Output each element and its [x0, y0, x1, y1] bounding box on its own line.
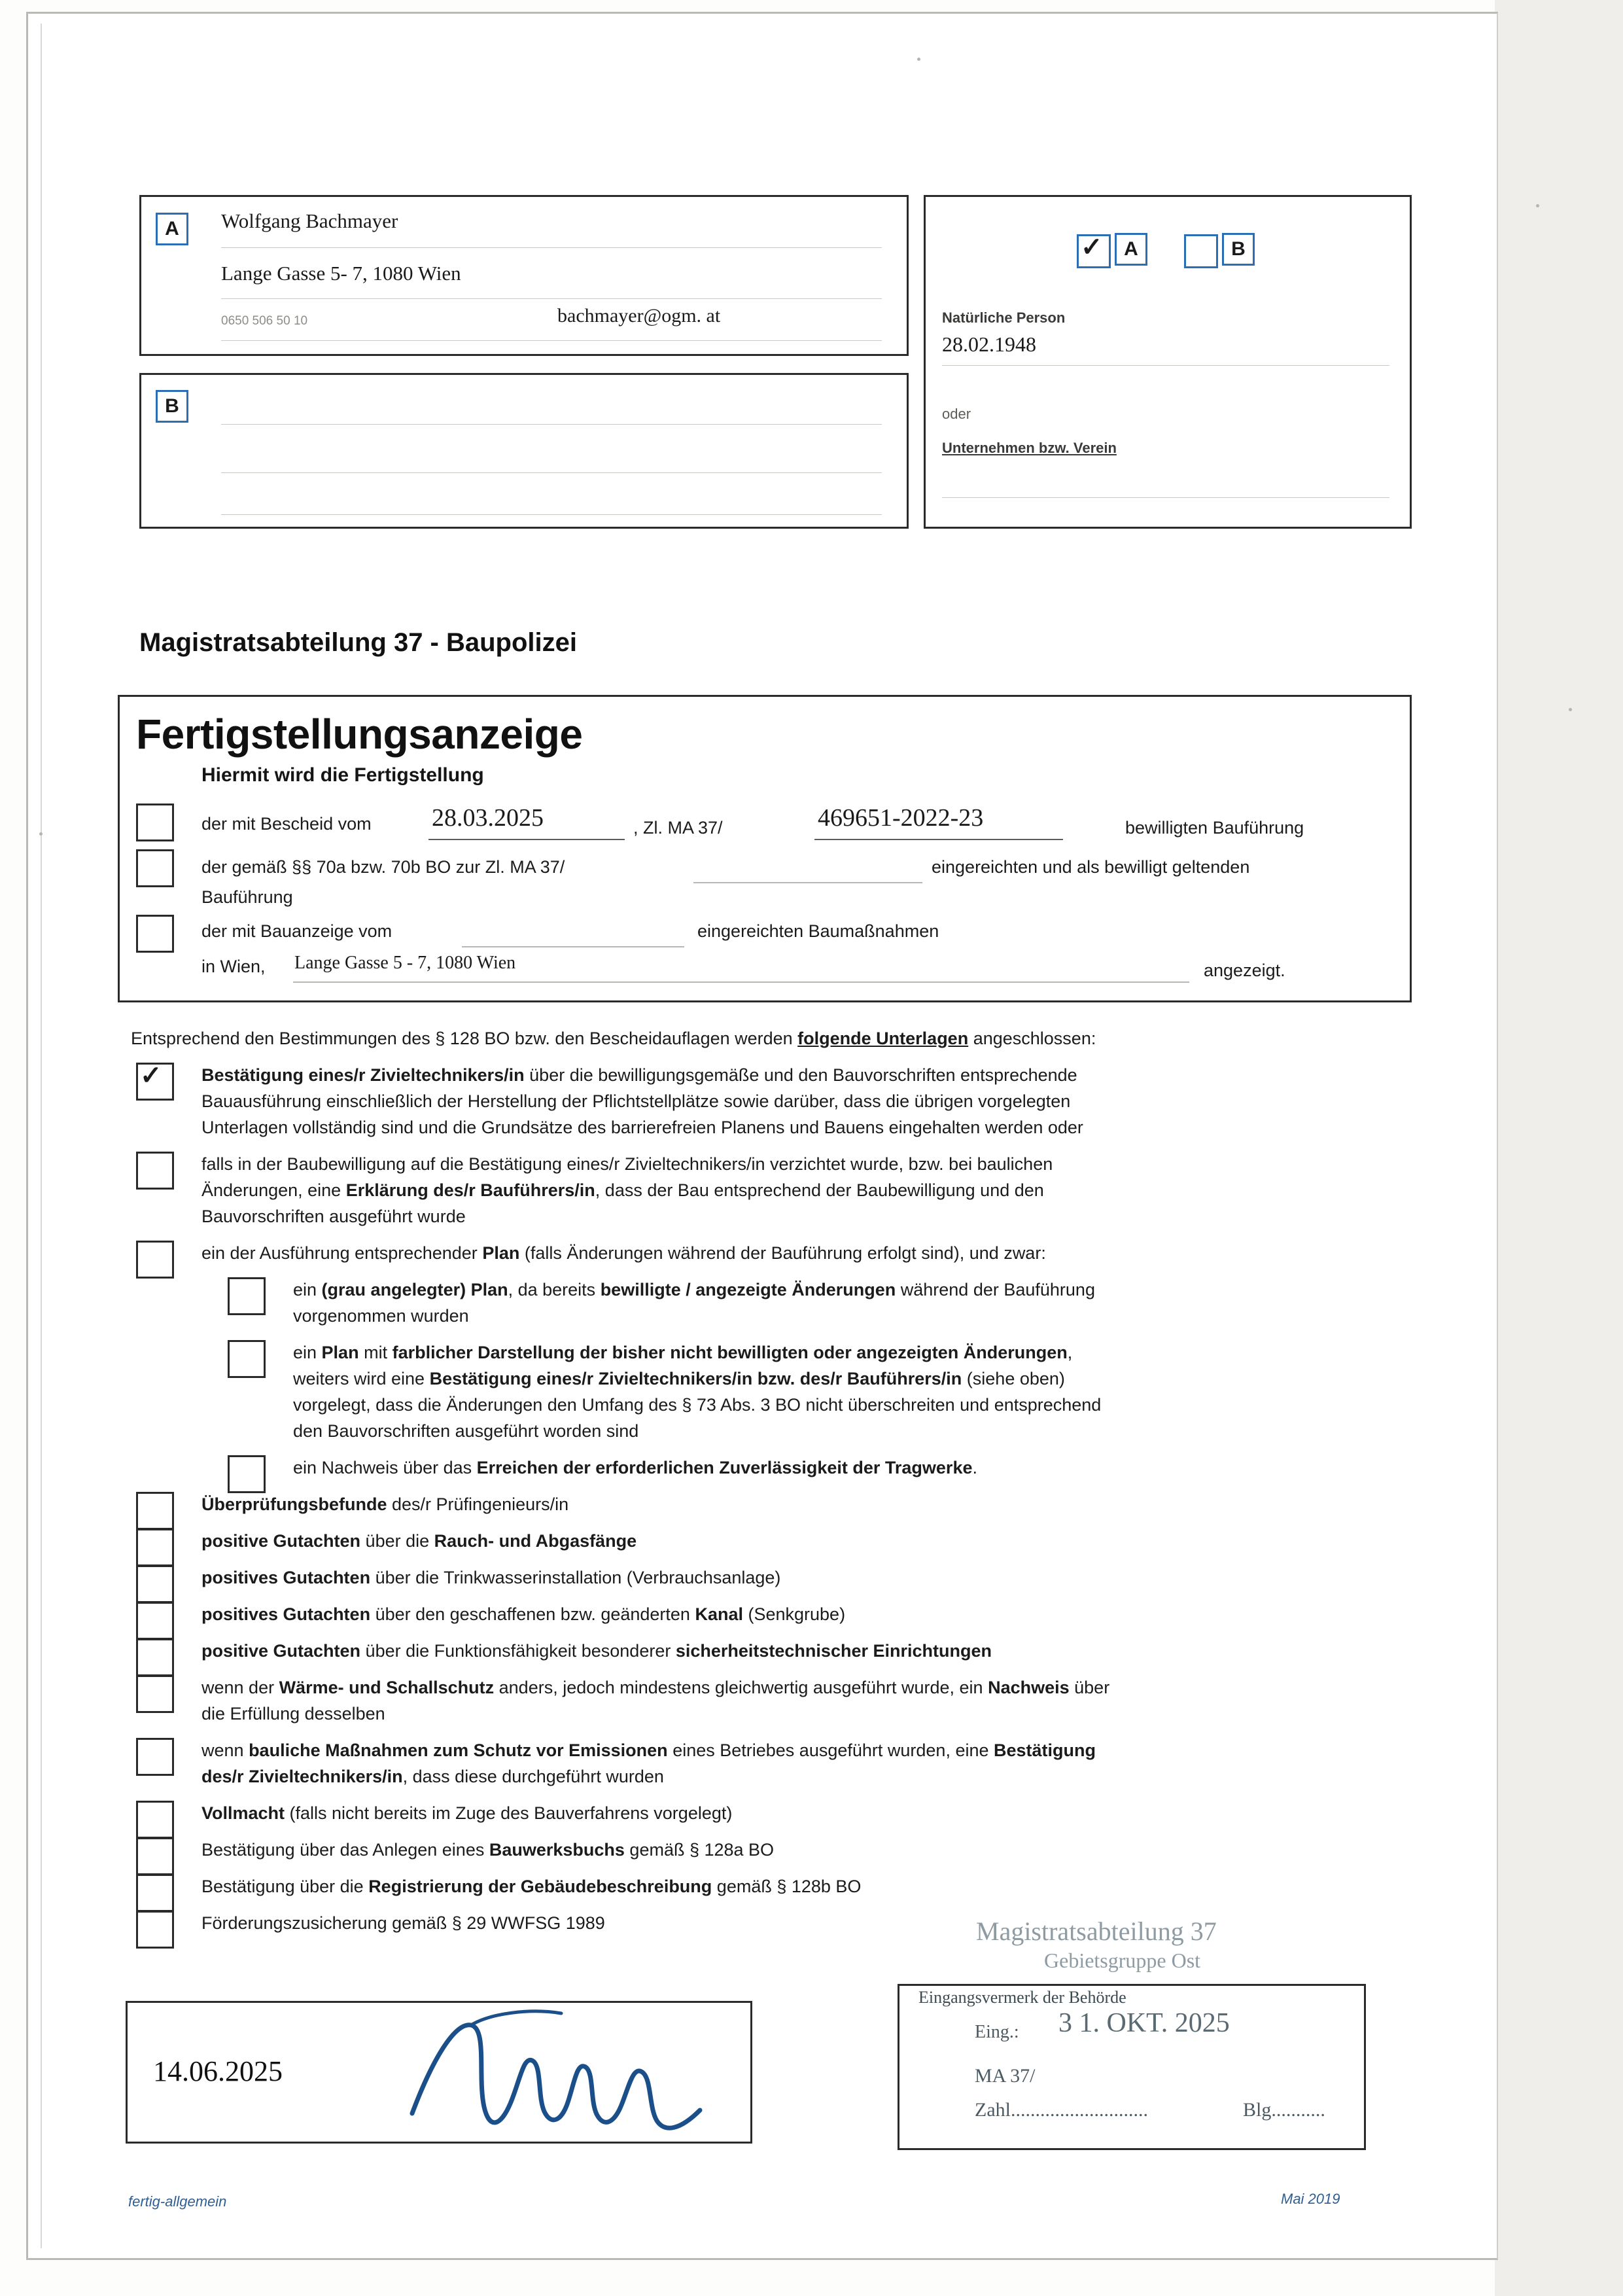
attachment-checkbox-7[interactable]: [136, 1528, 174, 1566]
attachment-text-15-0: Bestätigung über die Registrierung der Gebäudebeschreibung gemäß § 128b BO: [201, 1877, 862, 1896]
office-stamp-line1: Magistratsabteilung 37: [976, 1916, 1217, 1946]
receipt-eing-label: Eing.:: [975, 2022, 1019, 2042]
attachment-text-13-0: Vollmacht (falls nicht bereits im Zuge des Bauverfahrens vorgelegt): [201, 1803, 733, 1823]
receipt-zahl-label: [975, 2099, 1148, 2121]
attachment-text-6-0: Überprüfungsbefunde des/r Prüfingenieurs/in: [201, 1494, 569, 1514]
attachment-text-4-0: ein Plan mit farblicher Darstellung der bisher nicht bewilligten oder angezeigten Änderungen,: [293, 1343, 1073, 1362]
attachment-text-9-0: positives Gutachten über den geschaffenen bzw. geänderten Kanal (Senkgrube): [201, 1604, 846, 1624]
receipt-blg-dots: ..........: [1276, 2099, 1325, 2121]
completion-row2-suffix: eingereichten und als bewilligt geltenden: [932, 857, 1250, 877]
location-label: in Wien,: [201, 957, 266, 976]
attachment-text-1-2: Bauvorschriften ausgeführt wurde: [201, 1207, 466, 1226]
attachment-text-0-1: Bauausführung einschließlich der Herstellung der Pflichtstellplätze sowie darüber, dass die übrigen vorgelegten: [201, 1091, 1071, 1111]
applicant-address: Lange Gasse 5- 7, 1080 Wien: [221, 262, 461, 285]
attachment-text-11-1: die Erfüllung desselben: [201, 1704, 385, 1723]
attachment-text-4-1: weiters wird eine Bestätigung eines/r Zivieltechnikers/in bzw. des/r Bauführers/in (siehe oben): [293, 1369, 1065, 1388]
person-type-checkbox-b[interactable]: [1184, 234, 1218, 268]
receipt-zahl-dots: ............................: [1010, 2099, 1148, 2121]
attachment-text-8-0: positives Gutachten über die Trinkwasserinstallation (Verbrauchsanlage): [201, 1568, 781, 1587]
attachment-check-mark-0: ✓: [140, 1061, 162, 1090]
attachment-text-2-0: ein der Ausführung entsprechender Plan (falls Änderungen während der Bauführung erfolgt sind), und zwar:: [201, 1243, 1046, 1263]
completion-row1-checkbox[interactable]: [136, 804, 174, 841]
attachment-text-3-1: vorgenommen wurden: [293, 1306, 469, 1326]
company-label: Unternehmen bzw. Verein: [942, 440, 1117, 456]
receipt-title: Eingangsvermerk der Behörde: [918, 1988, 1126, 2007]
attachments-intro-post: angeschlossen:: [968, 1029, 1096, 1048]
applicant-email: bachmayer@ogm. at: [557, 305, 721, 327]
footer-left: fertig-allgemein: [128, 2193, 227, 2210]
completion-row2-checkbox[interactable]: [136, 849, 174, 887]
applicant-letter-b: B: [156, 390, 188, 423]
attachment-checkbox-1[interactable]: [136, 1152, 174, 1190]
attachments-intro: [131, 1029, 1096, 1049]
receipt-eing-date: 3 1. OKT. 2025: [1058, 2008, 1230, 2038]
attachment-checkbox-15[interactable]: [136, 1874, 174, 1912]
attachment-text-0-2: Unterlagen vollständig sind und die Grundsätze des barrierefreien Planens und Bauens eingehalten werden oder: [201, 1118, 1083, 1137]
attachment-checkbox-9[interactable]: [136, 1602, 174, 1640]
attachment-checkbox-2[interactable]: [136, 1241, 174, 1279]
birthdate-value: 28.02.1948: [942, 332, 1036, 356]
attachment-checkbox-14[interactable]: [136, 1837, 174, 1875]
scan-margin: [1495, 0, 1623, 2296]
attachment-text-4-3: den Bauvorschriften ausgeführt worden sind: [293, 1421, 639, 1441]
office-stamp-line2: Gebietsgruppe Ost: [1044, 1949, 1201, 1972]
completion-row1-suffix: bewilligten Bauführung: [1125, 818, 1304, 838]
completion-row1-mid: , Zl. MA 37/: [633, 818, 723, 838]
completion-row3-checkbox[interactable]: [136, 915, 174, 953]
attachments-intro-underlined: folgende Unterlagen: [797, 1029, 969, 1048]
signature-date: 14.06.2025: [153, 2055, 283, 2087]
attachment-checkbox-8[interactable]: [136, 1565, 174, 1603]
applicant-name: Wolfgang Bachmayer: [221, 209, 398, 232]
person-type-letter-b: B: [1222, 233, 1255, 266]
attachment-text-12-1: des/r Zivieltechnikers/in, dass diese durchgeführt wurden: [201, 1767, 664, 1786]
footer-right: Mai 2019: [1281, 2191, 1340, 2207]
completion-row3-prefix: der mit Bauanzeige vom: [201, 921, 393, 941]
authority-heading: Magistratsabteilung 37 - Baupolizei: [139, 628, 578, 657]
attachment-checkbox-3[interactable]: [228, 1277, 266, 1315]
attachment-text-3-0: ein (grau angelegter) Plan, da bereits bewilligte / angezeigte Änderungen während der Bauführung: [293, 1280, 1095, 1299]
attachment-checkbox-4[interactable]: [228, 1340, 266, 1378]
attachment-checkbox-10[interactable]: [136, 1638, 174, 1676]
person-type-box: [924, 195, 1412, 529]
location-suffix: angezeigt.: [1204, 961, 1285, 980]
attachment-text-10-0: positive Gutachten über die Funktionsfähigkeit besonderer sicherheitstechnischer Einrichtungen: [201, 1641, 992, 1661]
attachments-intro-pre: Entsprechend den Bestimmungen des § 128 BO bzw. den Bescheidauflagen werden: [131, 1029, 798, 1048]
completion-row3-suffix: eingereichten Baumaßnahmen: [697, 921, 939, 941]
attachment-checkbox-6[interactable]: [136, 1492, 174, 1530]
person-type-check-a-mark: ✓: [1081, 233, 1103, 262]
attachment-checkbox-13[interactable]: [136, 1801, 174, 1839]
completion-row1-prefix: der mit Bescheid vom: [201, 814, 372, 834]
location-value: Lange Gasse 5 - 7, 1080 Wien: [294, 953, 516, 973]
natural-person-label: Natürliche Person: [942, 309, 1066, 326]
attachment-text-1-0: falls in der Baubewilligung auf die Bestätigung eines/r Zivieltechnikers/in verzichtet wurde, bzw. bei baulichen: [201, 1154, 1053, 1174]
signature-drawing: [393, 1999, 733, 2149]
attachment-text-16-0: Förderungszusicherung gemäß § 29 WWFSG 1989: [201, 1913, 605, 1933]
applicant-letter-a: A: [156, 213, 188, 245]
attachment-text-14-0: Bestätigung über das Anlegen eines Bauwerksbuchs gemäß § 128a BO: [201, 1840, 775, 1860]
receipt-blg-text: Blg.: [1243, 2099, 1276, 2121]
attachment-text-11-0: wenn der Wärme- und Schallschutz anders, jedoch mindestens gleichwertig ausgeführt wurde, ein Nachweis über: [201, 1678, 1110, 1697]
attachment-checkbox-11[interactable]: [136, 1675, 174, 1713]
attachment-text-0-0: Bestätigung eines/r Zivieltechnikers/in über die bewilligungsgemäße und den Bauvorschriften entsprechende: [201, 1065, 1077, 1085]
completion-row2-text: der gemäß §§ 70a bzw. 70b BO zur Zl. MA 37/: [201, 857, 565, 877]
attachment-text-4-2: vorgelegt, dass die Änderungen den Umfang des § 73 Abs. 3 BO nicht überschreiten und entsprechend: [293, 1395, 1102, 1415]
person-type-letter-a: A: [1115, 233, 1147, 266]
form-title: Fertigstellungsanzeige: [136, 711, 583, 758]
attachment-text-1-1: Änderungen, eine Erklärung des/r Bauführers/in, dass der Bau entsprechend der Baubewilligung und den: [201, 1180, 1044, 1200]
receipt-zahl-text: Zahl: [975, 2099, 1011, 2121]
or-label: oder: [942, 406, 971, 422]
attachment-text-12-0: wenn bauliche Maßnahmen zum Schutz vor Emissionen eines Betriebes ausgeführt wurden, eine Bestätigung: [201, 1740, 1096, 1760]
receipt-blg-label: [1243, 2099, 1325, 2121]
receipt-ma-label: MA 37/: [975, 2065, 1036, 2087]
completion-row2-second-line: Bauführung: [201, 887, 293, 907]
attachment-checkbox-12[interactable]: [136, 1738, 174, 1776]
form-subtitle: Hiermit wird die Fertigstellung: [201, 764, 484, 786]
attachment-checkbox-16[interactable]: [136, 1911, 174, 1949]
completion-row1-zl: 469651-2022-23: [818, 804, 984, 832]
applicant-box-b: [139, 373, 909, 529]
applicant-phone: 0650 506 50 10: [221, 314, 308, 328]
attachment-checkbox-5[interactable]: [228, 1455, 266, 1493]
attachment-text-7-0: positive Gutachten über die Rauch- und Abgasfänge: [201, 1531, 637, 1551]
completion-row1-date: 28.03.2025: [432, 804, 544, 832]
attachment-text-5-0: ein Nachweis über das Erreichen der erforderlichen Zuverlässigkeit der Tragwerke.: [293, 1458, 977, 1477]
